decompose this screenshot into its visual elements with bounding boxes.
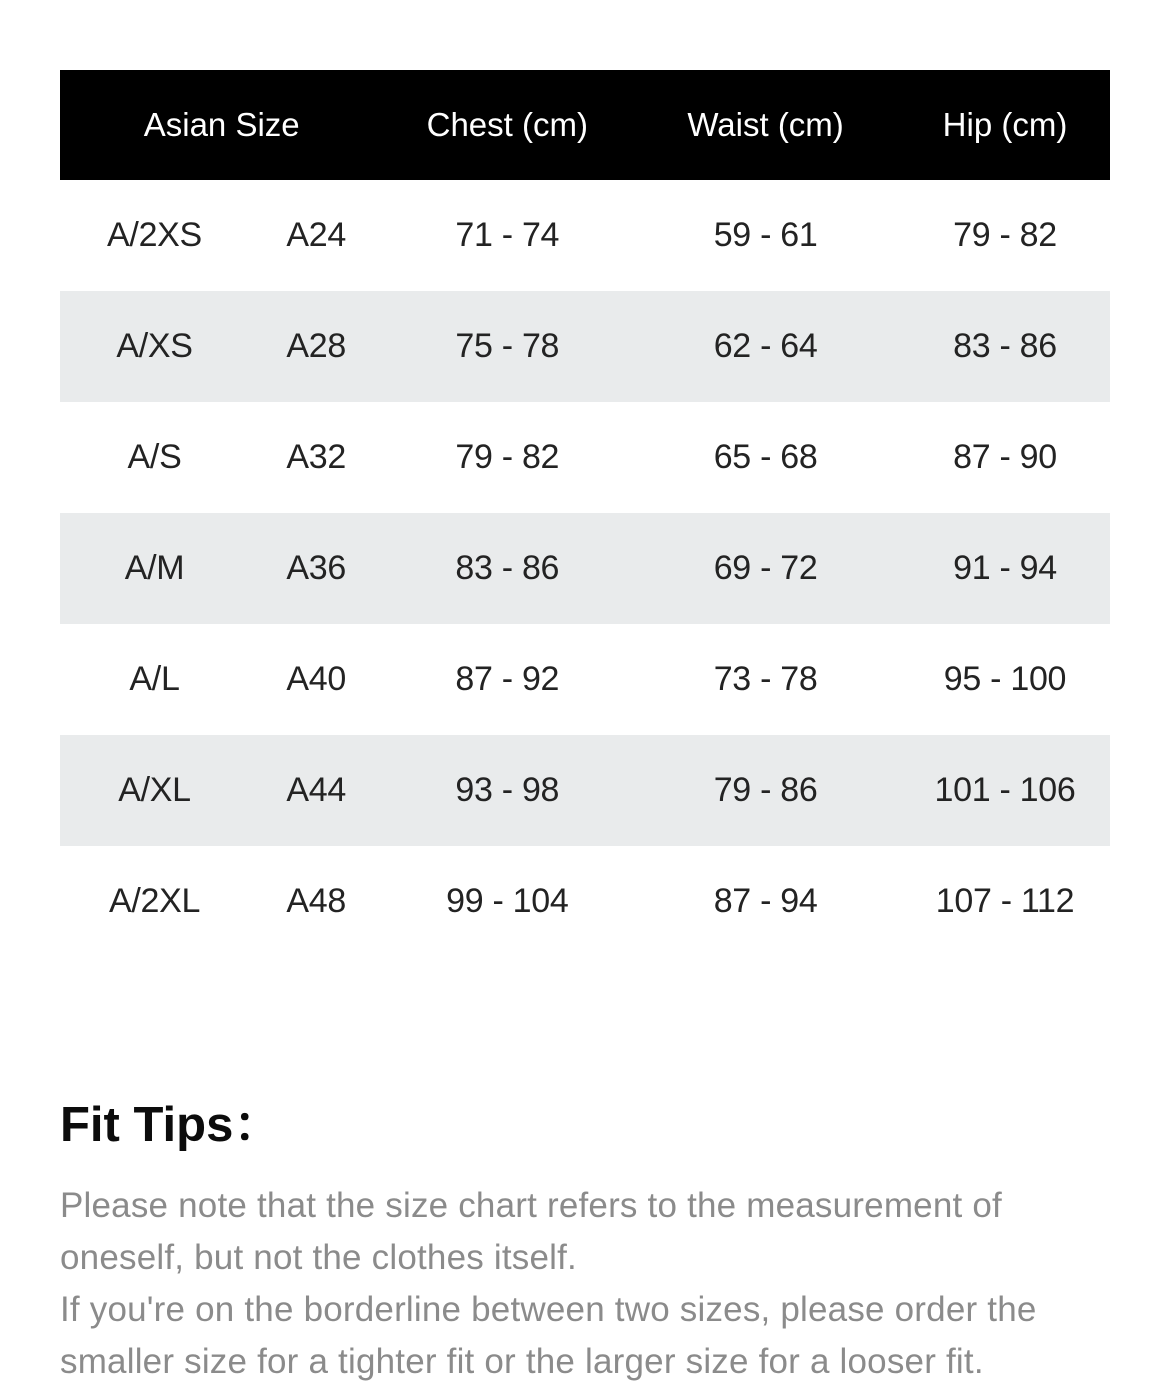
chest-cell: 87 - 92 <box>455 660 560 698</box>
size-code-cell: A44 <box>286 771 346 809</box>
column-header-asian-size: Asian Size <box>143 106 300 143</box>
fit-tips-body <box>60 1180 1124 1388</box>
size-label-cell: A/L <box>129 660 180 698</box>
chest-cell: 93 - 98 <box>455 771 560 809</box>
size-code-cell: A24 <box>286 216 346 254</box>
fit-tips-line: Please note that the size chart refers to the measurement of <box>60 1186 1002 1225</box>
hip-cell: 107 - 112 <box>935 882 1075 920</box>
column-header-chest: Chest (cm) <box>426 106 588 143</box>
size-label-cell: A/XL <box>118 771 191 809</box>
size-label-cell: A/XS <box>116 327 193 365</box>
table-header-row <box>60 70 1110 180</box>
hip-cell: 83 - 86 <box>953 327 1057 365</box>
table-row <box>60 402 1110 513</box>
hip-cell: 91 - 94 <box>953 549 1057 587</box>
table-row <box>60 846 1110 957</box>
size-code-cell: A28 <box>286 327 346 365</box>
fit-tips-heading: Fit Tips： <box>60 1098 283 1152</box>
table-row <box>60 180 1110 291</box>
size-label-cell: A/2XS <box>107 216 202 254</box>
waist-cell: 62 - 64 <box>713 327 818 365</box>
hip-cell: 79 - 82 <box>953 216 1057 254</box>
chest-cell: 71 - 74 <box>455 216 560 254</box>
waist-cell: 65 - 68 <box>713 438 818 476</box>
table-row <box>60 624 1110 735</box>
size-label-cell: A/2XL <box>108 882 201 920</box>
table-row <box>60 513 1110 624</box>
chest-cell: 75 - 78 <box>455 327 560 365</box>
waist-cell: 73 - 78 <box>713 660 818 698</box>
waist-cell: 59 - 61 <box>713 216 818 254</box>
hip-cell: 101 - 106 <box>934 771 1076 809</box>
size-code-cell: A36 <box>286 549 346 587</box>
fit-tips-section <box>60 1086 1124 1388</box>
table-row <box>60 291 1110 402</box>
waist-cell: 79 - 86 <box>713 771 818 809</box>
fit-tips-line: If you're on the borderline between two sizes, please order the <box>60 1290 1037 1329</box>
waist-cell: 87 - 94 <box>713 882 818 920</box>
size-chart-table <box>60 70 1110 957</box>
chest-cell: 99 - 104 <box>446 882 569 920</box>
hip-cell: 87 - 90 <box>953 438 1057 476</box>
size-label-cell: A/S <box>127 438 182 476</box>
hip-cell: 95 - 100 <box>943 660 1067 698</box>
size-code-cell: A32 <box>286 438 346 476</box>
chest-cell: 79 - 82 <box>455 438 560 476</box>
column-header-waist: Waist (cm) <box>687 106 844 143</box>
column-header-hip: Hip (cm) <box>942 106 1068 143</box>
size-code-cell: A40 <box>286 660 346 698</box>
table-row <box>60 735 1110 846</box>
size-label-cell: A/M <box>124 549 185 587</box>
fit-tips-line: smaller size for a tighter fit or the larger size for a looser fit. <box>60 1342 984 1381</box>
fit-tips-line: oneself, but not the clothes itself. <box>60 1238 577 1277</box>
chest-cell: 83 - 86 <box>455 549 560 587</box>
waist-cell: 69 - 72 <box>713 549 818 587</box>
size-code-cell: A48 <box>286 882 346 920</box>
